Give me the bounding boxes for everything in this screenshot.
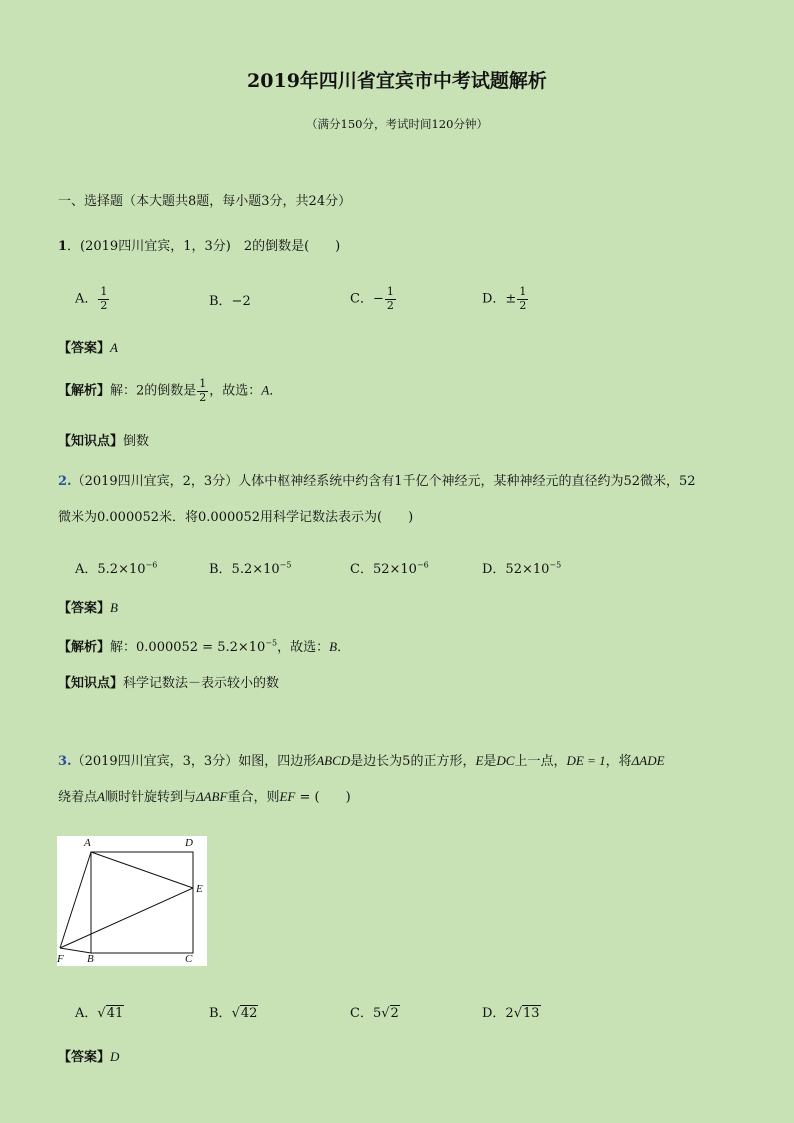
math-symbol: E: [475, 753, 484, 768]
analysis-answer: B: [329, 639, 338, 654]
math-symbol: A: [97, 789, 105, 804]
knowledge-tag: 【知识点】: [58, 676, 124, 691]
question-number: 3.: [58, 754, 72, 769]
option-label: D．2: [482, 1006, 514, 1021]
answer-value: D: [110, 1049, 120, 1064]
question-text: （2019四川宜宾，3，3分）如图，四边形: [71, 754, 317, 769]
page-title: 2019年四川省宜宾市中考试题解析: [247, 70, 547, 92]
analysis-text: 解：0.000052 = 5.2×10: [110, 640, 266, 655]
exponent: −6: [145, 560, 158, 570]
math-symbol: ABCD: [316, 753, 351, 768]
numerator: 1: [519, 285, 527, 298]
answer-3: [58, 1046, 119, 1065]
radicand: 41: [106, 1006, 124, 1021]
answer-value: B: [110, 600, 118, 615]
analysis-1: [58, 378, 282, 404]
segment-ae: [91, 852, 193, 888]
question-3-stem-line-2: [58, 786, 351, 805]
analysis-tag: 【解析】: [58, 383, 111, 399]
exponent: −5: [279, 560, 292, 570]
question-text: 上一点，: [514, 754, 567, 769]
question-text: 重合，则: [227, 790, 280, 805]
exponent: −5: [265, 638, 278, 648]
option-d: [482, 558, 561, 577]
analysis-text: ，故选：: [277, 640, 330, 655]
analysis-tag: 【解析】: [58, 640, 111, 655]
label-d: D: [185, 837, 193, 849]
question-text: ，将: [605, 754, 632, 769]
exponent: −5: [549, 560, 562, 570]
label-a: A: [84, 837, 91, 849]
segment-fe: [60, 888, 193, 948]
square-diagram: [57, 836, 207, 966]
answer-value: A: [110, 340, 118, 355]
square-root: √2: [381, 1006, 399, 1021]
label-f: F: [57, 953, 64, 965]
radicand: 13: [523, 1006, 540, 1021]
label-c: C: [185, 953, 193, 965]
radicand: 42: [240, 1006, 258, 1021]
section-heading: 一、选择题（本大题共8题，每小题3分，共24分）: [58, 194, 352, 209]
square-abcd: [91, 852, 193, 953]
answer-tag: 【答案】: [58, 341, 111, 356]
question-3-stem-line-1: [58, 750, 665, 769]
knowledge-2: [58, 672, 279, 691]
math-expression: DE = 1: [566, 753, 606, 768]
answer-2: [58, 597, 118, 616]
option-b: B．−2: [209, 294, 251, 309]
option-text: D．52×10: [482, 562, 550, 577]
answer-tag: 【答案】: [58, 1050, 111, 1065]
label-b: B: [87, 953, 94, 965]
geometry-figure: [57, 836, 207, 966]
option-b: [209, 1002, 258, 1021]
fraction: [517, 286, 528, 312]
analysis-text: 解：2的倒数是: [110, 383, 197, 399]
exponent: −6: [416, 560, 429, 570]
option-label: C．5: [350, 1006, 382, 1021]
option-text: A．5.2×10: [75, 562, 146, 577]
analysis-2: [58, 636, 350, 655]
option-label: A．: [75, 1006, 98, 1021]
option-text: B．5.2×10: [209, 562, 280, 577]
square-root: √42: [231, 1006, 258, 1021]
option-label: C．−: [350, 291, 384, 307]
fraction: [385, 286, 396, 312]
answer-1: [58, 337, 118, 356]
option-label: B．: [209, 1006, 232, 1021]
option-b: [209, 558, 291, 577]
option-a: [75, 1002, 124, 1021]
analysis-text: ．: [269, 383, 283, 399]
math-symbol: DC: [496, 753, 515, 768]
answer-tag: 【答案】: [58, 601, 111, 616]
math-symbol: ΔABF: [195, 789, 228, 804]
question-text: 顺时针旋转到与: [104, 790, 196, 805]
exam-info: （满分150分，考试时间120分钟）: [306, 117, 488, 131]
knowledge-tag: 【知识点】: [58, 434, 124, 449]
fraction: [98, 286, 109, 312]
option-d: [482, 1002, 541, 1021]
option-a: [75, 286, 110, 312]
denominator: 2: [519, 298, 527, 312]
question-2-stem-line-2: 微米为0.000052米．将0.000052用科学记数法表示为( ): [58, 510, 414, 525]
question-text: 是边长为5的正方形，: [350, 754, 476, 769]
question-number: 1: [58, 239, 68, 254]
analysis-text: ，故选：: [209, 383, 262, 399]
analysis-answer: A: [261, 382, 270, 398]
question-text: = ( ): [295, 790, 351, 805]
question-text: ．(2019四川宜宾，1，3分) 2的倒数是( ): [67, 239, 341, 254]
numerator: 1: [100, 285, 108, 298]
segment-af: [60, 852, 91, 948]
knowledge-text: 科学记数法－表示较小的数: [123, 676, 280, 691]
option-d: [482, 286, 529, 312]
denominator: 2: [386, 298, 394, 312]
knowledge-text: 倒数: [123, 434, 150, 449]
option-c: [350, 286, 397, 312]
analysis-text: ．: [337, 640, 351, 655]
option-text: C．52×10: [350, 562, 417, 577]
question-text: 绕着点: [58, 790, 98, 805]
square-root: √13: [513, 1006, 540, 1021]
radicand: 2: [390, 1006, 399, 1021]
question-1-stem: [58, 235, 340, 254]
denominator: 2: [100, 298, 108, 312]
numerator: 1: [386, 285, 394, 298]
question-text: 是: [483, 754, 497, 769]
knowledge-1: [58, 430, 149, 449]
option-c: [350, 1002, 400, 1021]
option-label: D．±: [482, 291, 517, 307]
math-symbol: ΔADE: [631, 753, 665, 768]
numerator: 1: [199, 377, 207, 390]
option-label: A．: [75, 291, 98, 307]
question-text: （2019四川宜宾，2，3分）人体中枢神经系统中约含有1千亿个神经元，某种神经元的直径约为52微米，52: [71, 474, 696, 489]
question-number: 2.: [58, 474, 72, 489]
square-root: √41: [97, 1006, 124, 1021]
fraction: [197, 378, 208, 404]
question-2-stem-line-1: [58, 470, 696, 489]
option-c: [350, 558, 429, 577]
denominator: 2: [199, 390, 207, 404]
label-e: E: [196, 883, 203, 895]
math-symbol: EF: [279, 789, 296, 804]
option-a: [75, 558, 157, 577]
